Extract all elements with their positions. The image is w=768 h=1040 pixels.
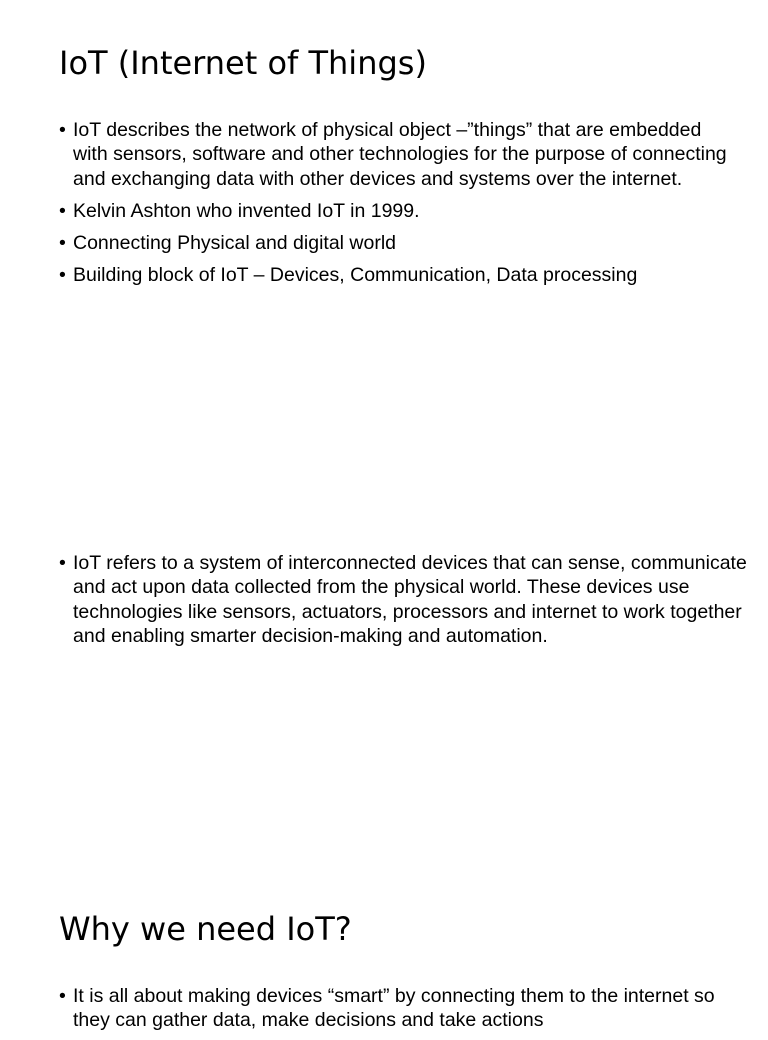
slide-title: Why we need IoT? [59, 910, 352, 948]
list-item [59, 231, 739, 255]
bullet-icon: • [59, 552, 66, 574]
list-item [59, 551, 749, 649]
list-item [59, 118, 739, 191]
bullet-icon: • [59, 231, 66, 254]
list-item-text: Connecting Physical and digital world [73, 231, 397, 254]
list-item-text: Building block of IoT – Devices, Communication, Data processing [73, 263, 638, 286]
list-item-text: IoT describes the network of physical object –”things” that are embedded with sensors, software and other technologies for the purpose of connecting and exchanging data with other devices and systems over the internet. [73, 119, 727, 190]
bullet-icon: • [59, 985, 66, 1007]
list-item-text: IoT refers to a system of interconnected devices that can sense, communicate and act upon data collected from the physical world. These devices use technologies like sensors, actuators, processors and internet to work together and enabling smarter decision-making and automation. [73, 552, 747, 648]
bullet-icon: • [59, 119, 66, 141]
bullet-icon: • [59, 263, 66, 286]
list-item [59, 199, 739, 223]
bullet-list [59, 118, 739, 295]
list-item [59, 263, 739, 287]
bullet-list [59, 984, 739, 1040]
list-item [59, 984, 739, 1033]
slide-title: IoT (Internet of Things) [59, 44, 427, 82]
bullet-list [59, 551, 749, 656]
bullet-icon: • [59, 199, 66, 222]
list-item-text: It is all about making devices “smart” by connecting them to the internet so they can gather data, make decisions and take actions [73, 985, 715, 1032]
list-item-text: Kelvin Ashton who invented IoT in 1999. [73, 199, 420, 222]
